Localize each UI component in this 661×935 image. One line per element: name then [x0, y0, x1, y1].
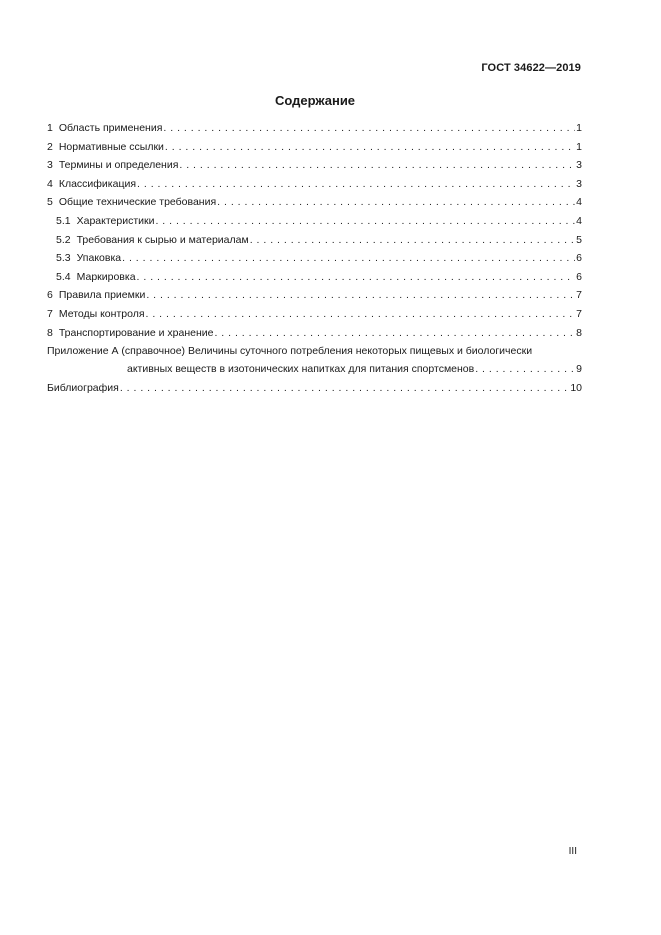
toc-entry-number: 4 [47, 177, 53, 190]
toc-entry[interactable] [47, 308, 582, 327]
toc-entry-number: 6 [47, 289, 53, 302]
toc-entry-number: 7 [47, 307, 53, 320]
toc-entry-page: 4 [576, 214, 582, 227]
toc-entry-title: Требования к сырью и материалам [76, 233, 249, 246]
toc-entry[interactable] [47, 122, 582, 141]
toc-entry-page: 7 [576, 289, 582, 302]
toc-entry-number: 5.1 [56, 214, 71, 227]
dot-leader [137, 271, 576, 283]
dot-leader [217, 196, 575, 208]
dot-leader [146, 308, 576, 320]
toc-entry-page: 7 [576, 307, 582, 320]
toc-entry-title: Термины и определения [58, 159, 179, 172]
appendix-title-continuation [47, 363, 582, 382]
toc-entry-number: 5.4 [56, 270, 71, 283]
toc-entry-title: Область применения [58, 122, 163, 134]
toc-bibliography-entry[interactable] [47, 382, 582, 401]
toc-entry-title: Транспортирование и хранение [58, 326, 214, 339]
toc-entry-page: 6 [576, 270, 582, 283]
page-title: Содержание [274, 93, 356, 108]
document-code: ГОСТ 34622—2019 [481, 62, 581, 74]
toc-entry-number: 5 [47, 196, 53, 209]
toc-entry[interactable] [47, 289, 582, 308]
appendix-title: Приложение А (справочное) Величины суточного потребления некоторых пищевых и биологически [47, 345, 533, 358]
toc-entry-page: 3 [576, 177, 582, 190]
toc-entry-title: Характеристики [76, 214, 155, 227]
dot-leader [475, 363, 575, 375]
toc-entry-page: 3 [576, 159, 582, 172]
dot-leader [120, 382, 569, 394]
toc-entry-number: 3 [47, 159, 53, 172]
dot-leader [155, 215, 575, 227]
toc-entry-page: 8 [576, 326, 582, 339]
toc-subentry[interactable] [47, 252, 582, 271]
dot-leader [165, 141, 575, 153]
toc-entry-title: Правила приемки [58, 289, 146, 302]
dot-leader [179, 159, 575, 171]
toc-entry-title: Библиография [47, 381, 119, 394]
toc-entry[interactable] [47, 178, 582, 197]
page-number: III [568, 846, 577, 857]
toc-entry-page: 9 [576, 363, 582, 376]
toc-entry-number: 8 [47, 326, 53, 339]
dot-leader [146, 289, 575, 301]
toc-entry-title: Общие технические требования [58, 196, 217, 209]
toc-entry-title: Классификация [58, 177, 137, 190]
toc-entry-number: 2 [47, 140, 53, 153]
toc-entry[interactable] [47, 196, 582, 215]
toc-entry-title: Маркировка [76, 270, 136, 283]
toc-entry-page: 1 [576, 140, 582, 153]
toc-subentry[interactable] [47, 271, 582, 290]
toc-subentry[interactable] [47, 215, 582, 234]
dot-leader [137, 178, 575, 190]
toc-entry-title: Упаковка [76, 252, 122, 265]
toc-entry[interactable] [47, 159, 582, 178]
table-of-contents [47, 122, 582, 400]
toc-entry-number: 1 [47, 122, 53, 134]
toc-entry-title: Нормативные ссылки [58, 140, 164, 153]
toc-entry-page: 4 [576, 196, 582, 209]
toc-entry-number: 5.3 [56, 252, 71, 265]
toc-subentry[interactable] [47, 234, 582, 253]
dot-leader [122, 252, 575, 264]
toc-entry-number: 5.2 [56, 233, 71, 246]
toc-entry-page: 10 [570, 381, 582, 394]
toc-entry[interactable] [47, 141, 582, 160]
toc-entry[interactable] [47, 327, 582, 346]
appendix-title-line [47, 345, 582, 363]
toc-entry-page: 6 [576, 252, 582, 265]
toc-entry-page: 5 [576, 233, 582, 246]
dot-leader [250, 234, 575, 246]
appendix-subtitle: активных веществ в изотонических напитках для питания спортсменов [127, 363, 475, 376]
dot-leader [214, 327, 575, 339]
toc-entry-page: 1 [576, 122, 582, 134]
dot-leader [163, 122, 575, 134]
toc-appendix-entry[interactable] [47, 345, 582, 382]
toc-entry-title: Методы контроля [58, 307, 145, 320]
